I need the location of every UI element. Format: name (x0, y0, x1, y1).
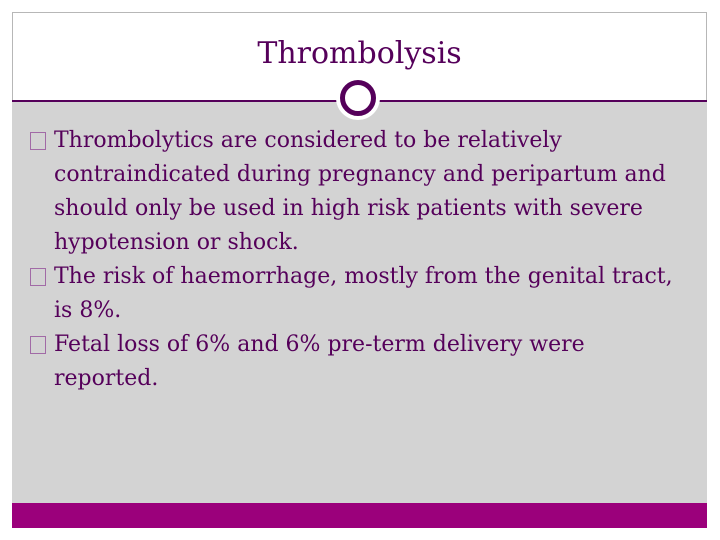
bullet-text: Thrombolytics are considered to be relatively contraindicated during pregnancy and peripartum and should only be used in high risk patients with severe hypotension or shock. (54, 128, 666, 255)
bullet-item (30, 260, 690, 328)
circle-ornament-icon (340, 80, 376, 116)
bullet-item (30, 124, 690, 260)
footer-bar (12, 503, 707, 528)
bullet-box-icon (30, 268, 46, 286)
bullet-item (30, 328, 690, 396)
bullet-list (30, 124, 690, 396)
bullet-box-icon (30, 132, 46, 150)
bullet-text: Fetal loss of 6% and 6% pre-term delivery were reported. (54, 332, 585, 391)
bullet-box-icon (30, 336, 46, 354)
slide-title: Thrombolysis (257, 36, 462, 71)
bullet-text: The risk of haemorrhage, mostly from the genital tract, is 8%. (54, 264, 673, 323)
